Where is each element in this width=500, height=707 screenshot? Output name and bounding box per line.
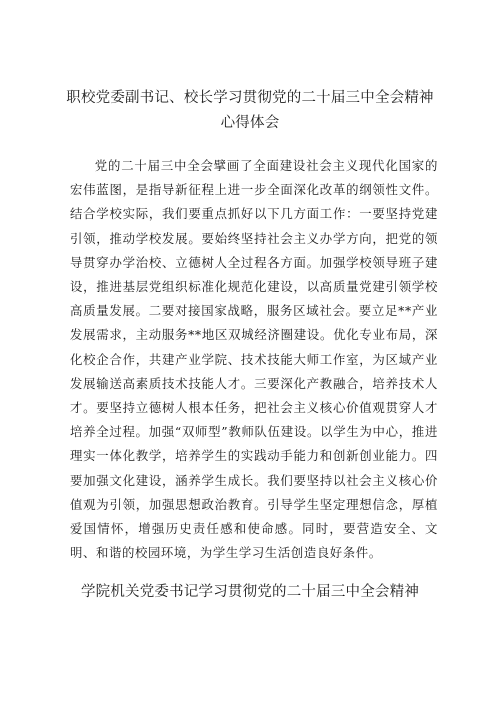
document-title: 职校党委副书记、校长学习贯彻党的二十届三中全会精神心得体会 [66, 90, 434, 131]
body-paragraph: 党的二十届三中全会擘画了全面建设社会主义现代化国家的宏伟蓝图，是指导新征程上进一步全面深化改革的纲领性文件。结合学校实际，我们要重点抓好以下几方面工作：一要坚持党建引领，推动学校发展。要始终坚持社会主义办学方向，把党的领导贯穿办学治校、立德树人全过程各方面。加强学校领导班子建设，推进基层党组织标准化规范化建设，以高质量党建引领学校高质量发展。二要对接国家战略，服务区域社会。要立足**产业发展需求，主动服务**地区双城经济圈建设。优化专业布局，深化校企合作，共建产业学院、技术技能大师工作室，为区域产业发展输送高素质技术技能人才。三要深化产教融合，培养技术人才。要坚持立德树人根本任务，把社会主义核心价值观贯穿人才培养全过程。加强“双师型”教师队伍建设。以学生为中心，推进理实一体化教学，培养学生的实践动手能力和创新创业能力。四要加强文化建设，涵养学生成长。我们要坚持以社会主义核心价值观为引领，加强思想政治教育。引导学生坚定理想信念，厚植爱国情怀，增强历史责任感和使命感。同时，要营造安全、文明、和谐的校园环境，为学生学习生活创造良好条件。 [70, 158, 438, 561]
next-section-title: 学院机关党委书记学习贯彻党的二十届三中全会精神 [80, 584, 420, 600]
